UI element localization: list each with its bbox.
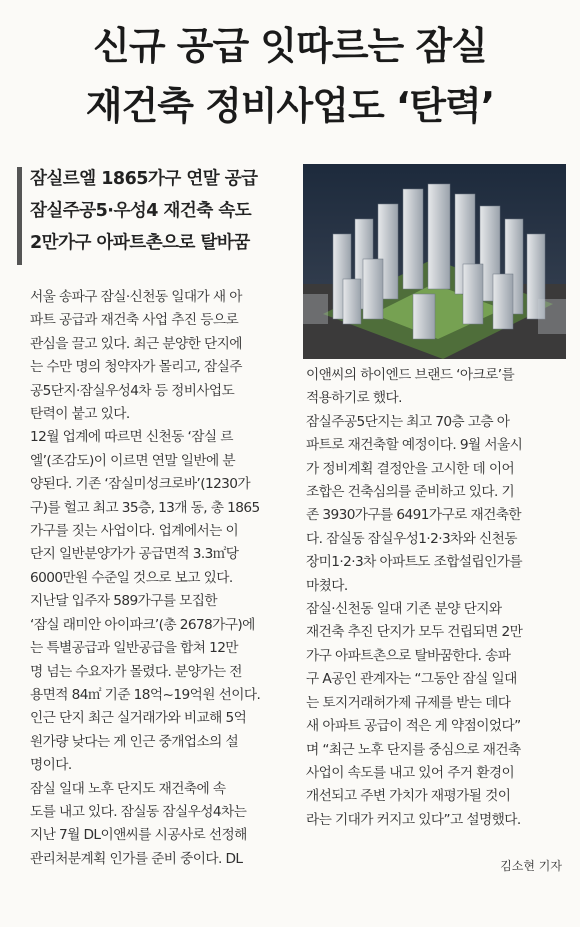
body-line: 다. 잠실동 잠실우성1·2·3차와 신천동 — [306, 530, 517, 547]
body-line: 는 수만 명의 청약자가 몰리고, 잠실주 — [30, 359, 242, 376]
body-line: 인근 단지 최근 실거래가와 비교해 5억 — [30, 710, 247, 727]
body-line: 용면적 84㎡ 기준 18억~19억원 선이다. — [30, 686, 261, 703]
byline: 김소현 기자 — [500, 859, 562, 873]
headline-line-2: 재건축 정비사업도 ‘탄력’ — [85, 84, 495, 128]
body-line: 가구를 짓는 사업이다. 업계에서는 이 — [30, 523, 239, 540]
body-line: 구 A공인 관계자는 “그동안 잠실 일대 — [306, 671, 517, 688]
apartment-rendering-image — [303, 164, 566, 359]
body-line: 마쳤다. — [306, 577, 348, 594]
subheads — [30, 163, 280, 259]
subhead-3: 2만가구 아파트촌으로 탈바꿈 — [30, 233, 250, 253]
body-line: 잠실주공5단지는 최고 70층 고층 아 — [306, 413, 510, 430]
body-line: 재건축 추진 단지가 모두 건립되면 2만 — [306, 624, 523, 641]
headline-line-1: 신규 공급 잇따르는 잠실 — [93, 24, 487, 68]
body-line: 탄력이 붙고 있다. — [30, 406, 130, 423]
body-column-right — [306, 364, 566, 832]
body-line: 도를 내고 있다. 잠실동 잠실우성4차는 — [30, 803, 247, 820]
body-line: 는 토지거래허가제 규제를 받는 데다 — [306, 694, 511, 711]
body-line: 엘’(조감도)이 이르면 연말 일반에 분 — [30, 452, 235, 469]
body-line: 적용하기로 했다. — [306, 390, 402, 407]
body-line: 지난달 입주자 589가구를 모집한 — [30, 593, 218, 610]
subhead-rule — [17, 167, 22, 265]
body-line: 조합은 건축심의를 준비하고 있다. 기 — [306, 484, 515, 501]
body-line: 공5단지·잠실우성4차 등 정비사업도 — [30, 382, 235, 399]
body-line: 새 아파트 공급이 적은 게 약점이었다” — [306, 718, 521, 735]
body-line: 서울 송파구 잠실·신천동 일대가 새 아 — [30, 289, 242, 305]
body-line: 파트로 재건축할 예정이다. 9월 서울시 — [306, 437, 523, 454]
body-line: 존 3930가구를 6491가구로 재건축한 — [306, 507, 521, 524]
body-line: 가구 아파트촌으로 탈바꿈한다. 송파 — [306, 647, 511, 664]
body-line: 며 “최근 노후 단지를 중심으로 재건축 — [306, 741, 521, 758]
headline — [0, 16, 580, 136]
body-line: 가 정비계획 결정안을 고시한 데 이어 — [306, 460, 515, 477]
body-line: 잠실·신천동 일대 기존 분양 단지와 — [306, 601, 502, 618]
body-line: 구)를 헐고 최고 35층, 13개 동, 총 1865 — [30, 499, 260, 516]
body-line: 잠실 일대 노후 단지도 재건축에 속 — [30, 780, 226, 797]
body-line: 사업이 속도를 내고 있어 주거 환경이 — [306, 764, 515, 781]
body-line: 6000만원 수준일 것으로 보고 있다. — [30, 569, 233, 586]
body-line: 는 특별공급과 일반공급을 합쳐 12만 — [30, 640, 238, 657]
subhead-1: 잠실르엘 1865가구 연말 공급 — [30, 169, 258, 189]
body-line: 관리처분계획 인가를 준비 중이다. DL — [30, 850, 243, 867]
body-line: 원가량 낮다는 게 인근 중개업소의 설 — [30, 733, 239, 750]
body-line: 명이다. — [30, 757, 72, 774]
body-line: 관심을 끌고 있다. 최근 분양한 단지에 — [30, 335, 242, 352]
body-line: ‘잠실 래미안 아이파크’(총 2678가구)에 — [30, 616, 255, 633]
body-line: 양된다. 기존 ‘잠실미성크로바’(1230가 — [30, 476, 251, 493]
body-line: 단지 일반분양가가 공급면적 3.3㎡당 — [30, 546, 239, 563]
body-line: 이앤씨의 하이엔드 브랜드 ‘아크로’를 — [306, 367, 515, 383]
body-line: 개선되고 주변 가치가 재평가될 것이 — [306, 788, 511, 805]
body-line: 명 넘는 수요자가 몰렸다. 분양가는 전 — [30, 663, 242, 680]
body-line: 장미1·2·3차 아파트도 조합설립인가를 — [306, 554, 523, 571]
subhead-2: 잠실주공5·우성4 재건축 속도 — [30, 201, 252, 221]
body-line: 라는 기대가 커지고 있다”고 설명했다. — [306, 811, 521, 828]
body-line: 지난 7월 DL이앤씨를 시공사로 선정해 — [30, 827, 247, 844]
body-line: 12월 업계에 따르면 신천동 ‘잠실 르 — [30, 429, 233, 446]
body-line: 파트 공급과 재건축 사업 추진 등으로 — [30, 312, 239, 329]
body-column-left — [30, 286, 288, 871]
